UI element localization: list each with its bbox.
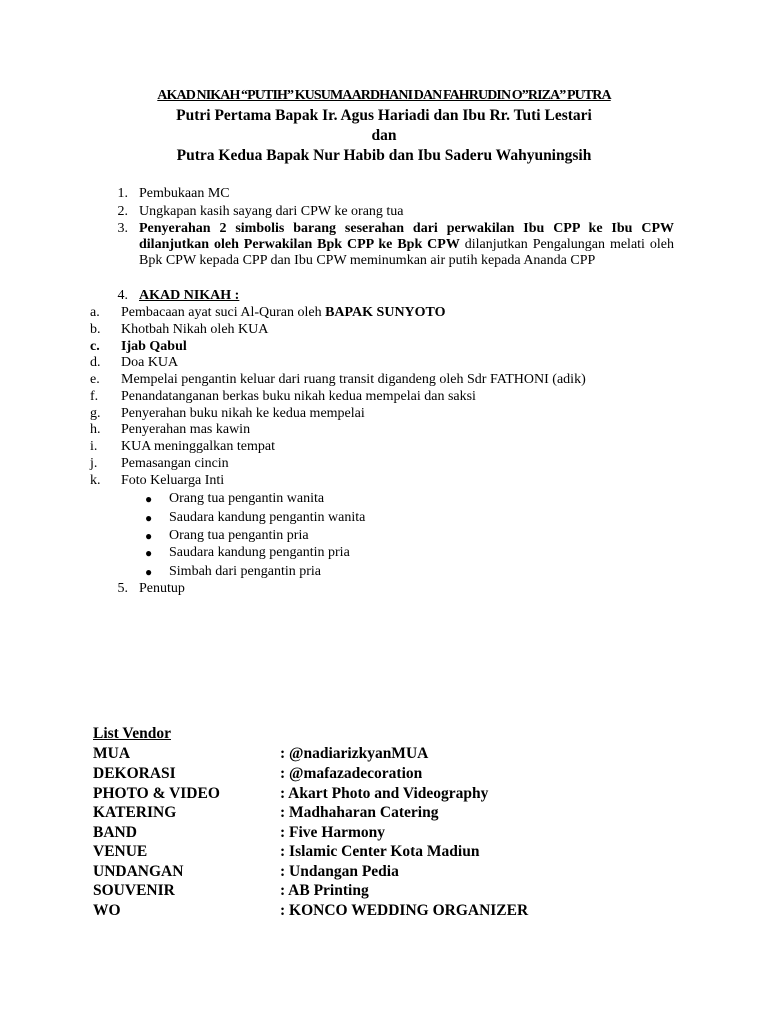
vendor-value: : Madhaharan Catering xyxy=(280,804,439,821)
sub-letter: f. xyxy=(90,389,99,404)
bullet-text: Saudara kandung pengantin pria xyxy=(169,545,350,560)
sub-text: Pemasangan cincin xyxy=(121,456,229,471)
sub-text: Doa KUA xyxy=(121,355,179,370)
conjunction-line: dan xyxy=(371,127,397,144)
bullet-text: Orang tua pengantin wanita xyxy=(169,491,325,506)
vendor-list-title: List Vendor xyxy=(93,725,171,742)
item-number: 5. xyxy=(117,581,128,596)
vendor-value: : KONCO WEDDING ORGANIZER xyxy=(280,902,529,919)
item-text: dilanjutkan Pengalungan melati oleh Bpk CPW kepada CPP dan Ibu CPW meminumkan air putih kepada Ananda CPP xyxy=(139,237,674,268)
vendor-label: MUA xyxy=(93,745,131,762)
item-number: 1. xyxy=(117,186,128,201)
vendor-label: KATERING xyxy=(93,804,177,821)
sub-text: Pembacaan ayat suci Al-Quran oleh xyxy=(121,305,326,320)
vendor-label: BAND xyxy=(93,824,137,841)
bullet-icon: ● xyxy=(145,529,153,543)
sub-text: Penyerahan mas kawin xyxy=(121,422,251,437)
sub-letter: b. xyxy=(90,322,101,337)
bullet-icon: ● xyxy=(145,565,153,579)
vendor-label: VENUE xyxy=(93,843,148,860)
vendor-value: : AB Printing xyxy=(280,882,369,899)
vendor-label: WO xyxy=(93,902,121,919)
sub-bold-text: BAPAK SUNYOTO xyxy=(325,305,446,320)
item-number: 4. xyxy=(117,288,128,303)
vendor-label: PHOTO & VIDEO xyxy=(93,785,220,802)
vendor-label: SOUVENIR xyxy=(93,882,175,899)
groom-parents-line: Putra Kedua Bapak Nur Habib dan Ibu Saderu Wahyuningsih xyxy=(176,147,592,164)
sub-text: Foto Keluarga Inti xyxy=(121,473,225,488)
bullet-icon: ● xyxy=(145,492,153,506)
sub-text: Mempelai pengantin keluar dari ruang transit digandeng oleh Sdr FATHONI (adik) xyxy=(121,372,586,387)
vendor-value: : Undangan Pedia xyxy=(280,863,399,880)
vendor-value: : Five Harmony xyxy=(280,824,386,841)
item-heading: AKAD NIKAH : xyxy=(139,288,240,303)
sub-text: Khotbah Nikah oleh KUA xyxy=(121,322,269,337)
item-paragraph xyxy=(139,221,674,269)
sub-letter: h. xyxy=(90,422,101,437)
bullet-icon: ● xyxy=(145,511,153,525)
bride-parents-line: Putri Pertama Bapak Ir. Agus Hariadi dan Ibu Rr. Tuti Lestari xyxy=(176,107,592,124)
bullet-icon: ● xyxy=(145,546,153,560)
sub-letter: e. xyxy=(90,372,100,387)
sub-letter: j. xyxy=(90,456,98,471)
bullet-text: Saudara kandung pengantin wanita xyxy=(169,510,366,525)
item-bold-text: Penyerahan 2 simbolis barang seserahan dari perwakilan Ibu CPP ke Ibu CPW dilanjutkan oleh Perwakilan Bpk CPP ke Bpk CPW xyxy=(139,221,674,252)
bullet-text: Orang tua pengantin pria xyxy=(169,528,309,543)
sub-letter: k. xyxy=(90,473,101,488)
item-text: Penutup xyxy=(139,581,185,596)
sub-letter: c. xyxy=(90,339,100,354)
sub-text: Penyerahan buku nikah ke kedua mempelai xyxy=(121,406,365,421)
bullet-text: Simbah dari pengantin pria xyxy=(169,564,322,579)
vendor-label: DEKORASI xyxy=(93,765,176,782)
sub-letter: d. xyxy=(90,355,101,370)
vendor-value: : Islamic Center Kota Madiun xyxy=(280,843,480,860)
sub-letter: a. xyxy=(90,305,100,320)
sub-text: KUA meninggalkan tempat xyxy=(121,439,275,454)
sub-letter: i. xyxy=(90,439,98,454)
vendor-label: UNDANGAN xyxy=(93,863,184,880)
document-title: AKAD NIKAH “PUTIH” KUSUMA ARDHANI DAN FAHRUDIN O”RIZA” PUTRA xyxy=(157,88,611,103)
sub-text: Penandatanganan berkas buku nikah kedua mempelai dan saksi xyxy=(121,389,476,404)
sub-text: Ijab Qabul xyxy=(121,339,187,354)
sub-letter: g. xyxy=(90,406,101,421)
item-number: 3. xyxy=(117,221,128,236)
vendor-value: : @mafazadecoration xyxy=(280,765,423,782)
item-text: Ungkapan kasih sayang dari CPW ke orang tua xyxy=(139,204,404,219)
item-number: 2. xyxy=(117,204,128,219)
item-text: Pembukaan MC xyxy=(139,186,230,201)
vendor-value: : Akart Photo and Videography xyxy=(280,785,489,802)
vendor-value: : @nadiarizkyanMUA xyxy=(280,745,429,762)
